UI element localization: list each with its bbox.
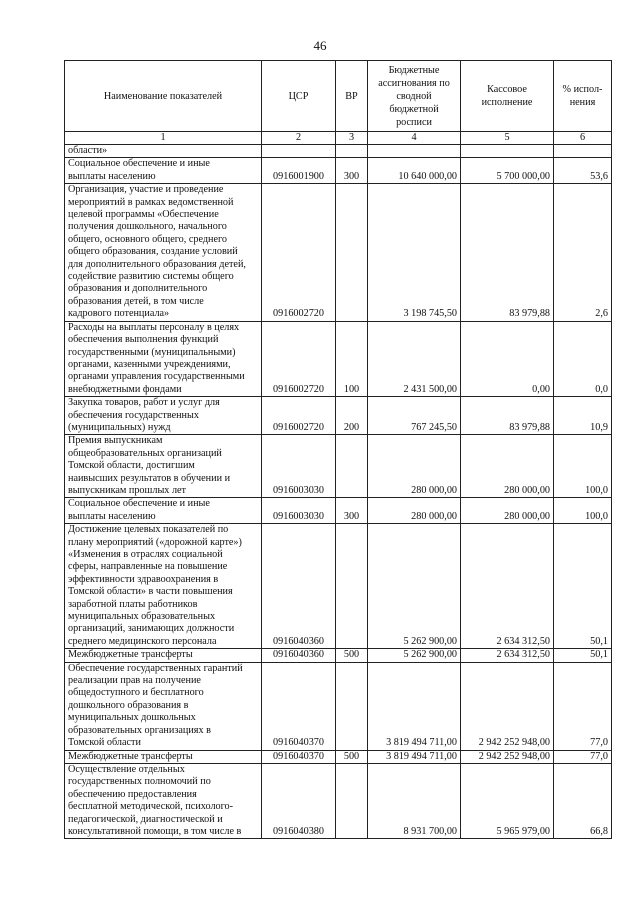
row-vr: 300: [336, 158, 368, 184]
row-cash: 5 965 979,00: [461, 763, 554, 838]
header-budget: Бюджетные ассигнования по сводной бюджетной росписи: [368, 61, 461, 132]
row-csr: 0916002720: [262, 184, 336, 321]
row-cash: 83 979,88: [461, 184, 554, 321]
row-cash: 2 942 252 948,00: [461, 750, 554, 763]
row-cash: 280 000,00: [461, 435, 554, 498]
row-csr: 0916040380: [262, 763, 336, 838]
row-vr: 300: [336, 498, 368, 524]
table-row: [65, 763, 612, 838]
table-row: [65, 498, 612, 524]
row-name: Социальное обеспечение и иные выплаты населению: [65, 158, 262, 184]
header-cash: Кассовое исполнение: [461, 61, 554, 132]
row-cash: 2 634 312,50: [461, 649, 554, 662]
row-percent: 53,6: [554, 158, 612, 184]
row-budget: 10 640 000,00: [368, 158, 461, 184]
row-budget: 767 245,50: [368, 397, 461, 435]
row-csr: 0916002720: [262, 321, 336, 396]
table-row: [65, 145, 612, 158]
row-percent: 10,9: [554, 397, 612, 435]
row-name: Межбюджетные трансферты: [65, 750, 262, 763]
budget-execution-table: [64, 60, 612, 839]
row-csr: 0916003030: [262, 498, 336, 524]
column-number: 2: [262, 132, 336, 145]
table-row: [65, 750, 612, 763]
page-number: 46: [313, 38, 327, 53]
row-percent: 2,6: [554, 184, 612, 321]
row-csr: 0916040370: [262, 662, 336, 750]
column-number: 3: [336, 132, 368, 145]
row-percent: 50,1: [554, 524, 612, 649]
row-vr: [336, 524, 368, 649]
table-row: [65, 649, 612, 662]
column-number: 4: [368, 132, 461, 145]
row-percent: 77,0: [554, 662, 612, 750]
column-number-row: [65, 132, 612, 145]
row-budget: 5 262 900,00: [368, 524, 461, 649]
row-budget: 280 000,00: [368, 498, 461, 524]
row-percent: 77,0: [554, 750, 612, 763]
row-cash: 2 942 252 948,00: [461, 662, 554, 750]
table-row: [65, 158, 612, 184]
row-budget: 3 198 745,50: [368, 184, 461, 321]
row-budget: 5 262 900,00: [368, 649, 461, 662]
row-csr: 0916001900: [262, 158, 336, 184]
row-cash: 2 634 312,50: [461, 524, 554, 649]
row-csr: 0916040370: [262, 750, 336, 763]
row-csr: 0916002720: [262, 397, 336, 435]
row-csr: 0916003030: [262, 435, 336, 498]
row-budget: [368, 145, 461, 158]
table-row: [65, 524, 612, 649]
row-percent: 66,8: [554, 763, 612, 838]
row-vr: [336, 763, 368, 838]
row-csr: 0916040360: [262, 649, 336, 662]
row-name: Социальное обеспечение и иные выплаты населению: [65, 498, 262, 524]
row-percent: 0,0: [554, 321, 612, 396]
table-row: [65, 321, 612, 396]
row-name: Межбюджетные трансферты: [65, 649, 262, 662]
table-row: [65, 184, 612, 321]
column-number: 5: [461, 132, 554, 145]
row-cash: 83 979,88: [461, 397, 554, 435]
row-percent: 50,1: [554, 649, 612, 662]
row-name: Расходы на выплаты персоналу в целях обеспечения выполнения функций государственными (муниципальными) органами, казенными учреждениями, органами управления государственными внебюджетными фондами: [65, 321, 262, 396]
row-vr: 200: [336, 397, 368, 435]
row-cash: 280 000,00: [461, 498, 554, 524]
row-csr: [262, 145, 336, 158]
row-vr: [336, 435, 368, 498]
table-row: [65, 435, 612, 498]
row-cash: 0,00: [461, 321, 554, 396]
row-budget: 3 819 494 711,00: [368, 750, 461, 763]
row-vr: 500: [336, 649, 368, 662]
table-row: [65, 397, 612, 435]
row-name: Закупка товаров, работ и услуг для обеспечения государственных (муниципальных) нужд: [65, 397, 262, 435]
row-percent: 100,0: [554, 435, 612, 498]
row-csr: 0916040360: [262, 524, 336, 649]
row-budget: 8 931 700,00: [368, 763, 461, 838]
row-name: Организация, участие и проведение мероприятий в рамках ведомственной целевой программы «Обеспечение получения дошкольного, начального общего, основного общего, среднего общего образования, создание условий для дополнительного образования детей, содействие развитию системы общего образования и дополнительного образования детей, в том числе кадрового потенциала»: [65, 184, 262, 321]
header-name: Наименование показателей: [65, 61, 262, 132]
row-name: Обеспечение государственных гарантий реализации прав на получение общедоступного и бесплатного дошкольного образования в муниципальных дошкольных образовательных организациях в Томской области: [65, 662, 262, 750]
header-csr: ЦСР: [262, 61, 336, 132]
row-budget: 2 431 500,00: [368, 321, 461, 396]
header-vr: ВР: [336, 61, 368, 132]
row-name: области»: [65, 145, 262, 158]
row-name: Премия выпускникам общеобразовательных организаций Томской области, достигшим наивысших результатов в обучении и выпускникам прошлых лет: [65, 435, 262, 498]
row-vr: [336, 662, 368, 750]
table-header-row: [65, 61, 612, 132]
header-percent: % испол-нения: [554, 61, 612, 132]
column-number: 6: [554, 132, 612, 145]
row-vr: 100: [336, 321, 368, 396]
row-cash: 5 700 000,00: [461, 158, 554, 184]
column-number: 1: [65, 132, 262, 145]
row-vr: 500: [336, 750, 368, 763]
row-budget: 3 819 494 711,00: [368, 662, 461, 750]
row-budget: 280 000,00: [368, 435, 461, 498]
row-name: Осуществление отдельных государственных полномочий по обеспечению предоставления бесплатной методической, психолого- педагогической, диагностической и консультативной помощи, в том числе в: [65, 763, 262, 838]
row-percent: 100,0: [554, 498, 612, 524]
row-name: Достижение целевых показателей по плану мероприятий («дорожной карте») «Изменения в отраслях социальной сферы, направленные на повышение эффективности здравоохранения в Томской области» в части повышения заработной платы работников муниципальных образовательных организаций, занимающих должности среднего медицинского персонала: [65, 524, 262, 649]
table-row: [65, 662, 612, 750]
row-percent: [554, 145, 612, 158]
row-cash: [461, 145, 554, 158]
row-vr: [336, 184, 368, 321]
row-vr: [336, 145, 368, 158]
